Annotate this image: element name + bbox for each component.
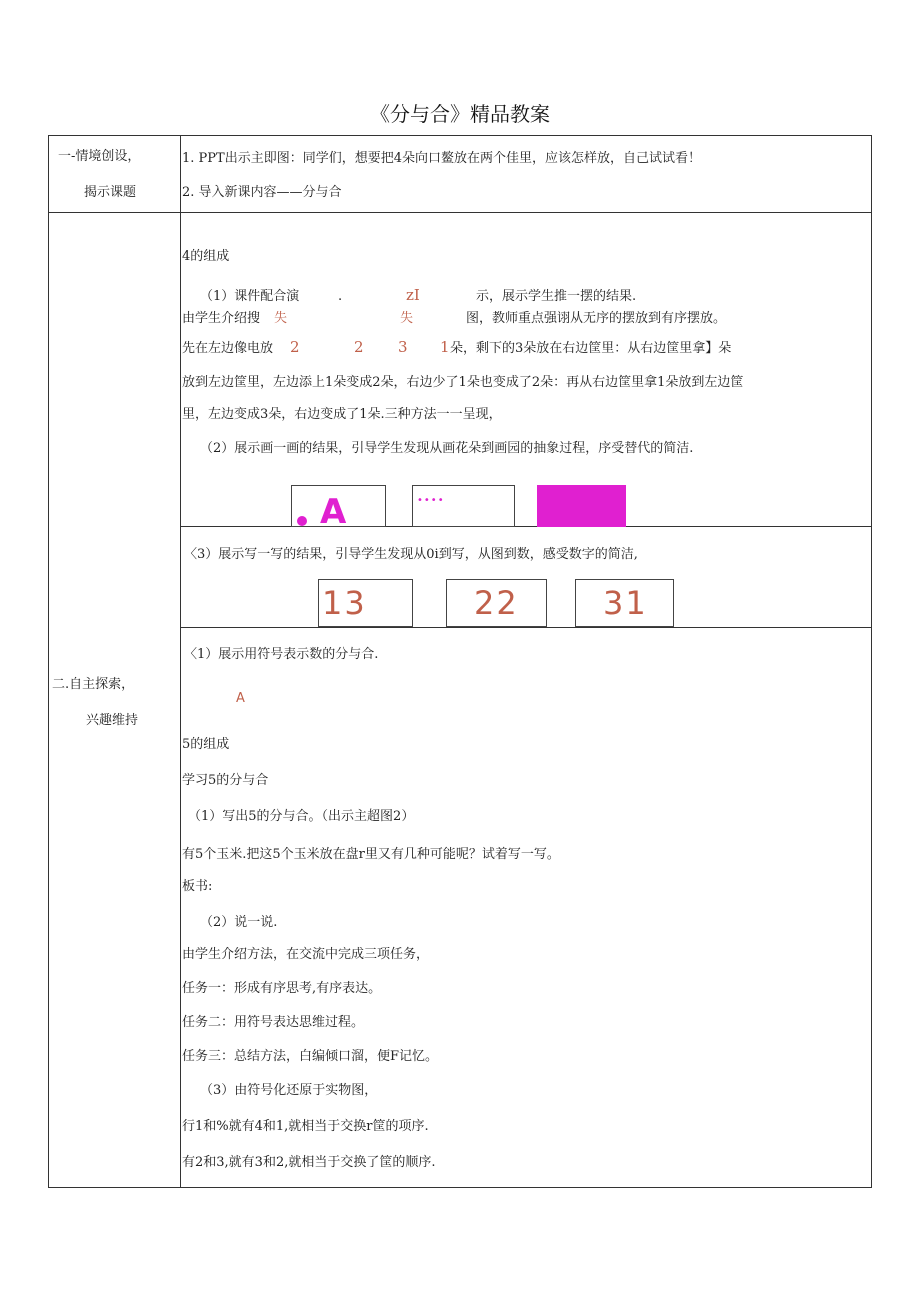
row2-p2-a: 由学生介绍搜 (182, 311, 261, 326)
row4-line-5: 有5个玉米.把这5个玉米放在盘r里又有几种可能呢？试着写一写。 (182, 847, 560, 862)
row4-line-10: 任务二：用符号表达思维过程。 (182, 1015, 365, 1030)
row2-p5: 里，左边变成3朵，右边变成了1朵.三种方法一一呈现， (182, 407, 502, 422)
table-border-bottom (48, 1187, 872, 1188)
row-divider-3 (180, 627, 872, 628)
row4-line-6: 板书: (182, 879, 213, 894)
row4-line-12: （3）由符号化还原于实物图， (200, 1083, 378, 1098)
figure-box-filled (537, 485, 626, 527)
table-border-left (48, 135, 49, 1188)
row2-p1-dot: . (338, 289, 343, 304)
row2-p2-b: 图，教师重点强诩从无序的摆放到有序摆放。 (466, 311, 727, 326)
row1-item1: 1. PPT出示主即图：同学们，想要把4朵向口鳌放在两个佳里，应该怎样放，自己试试看！ (182, 151, 701, 166)
section-heading-5: 5的组成 (182, 737, 230, 752)
number-box-2 (446, 579, 547, 627)
number-13: 13 (322, 584, 367, 622)
row2-p1-z: zI (406, 286, 420, 304)
page-title: 《分与合》精品教案 (370, 102, 550, 126)
row2-p4: 放到左边筐里，左边添上1朵变成2朵，右边少了1朵也变成了2朵：再从右边筐里拿1朵放到左边筐 (182, 375, 744, 390)
row2-p1-a: （1）课件配合演 (200, 289, 300, 304)
row4-line-1: A (236, 691, 245, 706)
row2-p3-b: 朵，剩下的3朵放在右边筐里：从右边筐里拿】朵 (450, 341, 732, 356)
row4-line-8: 由学生介绍方法，在交流中完成三项任务， (182, 947, 430, 962)
row2-p3-n3: 3 (398, 338, 408, 356)
number-31: 31 (603, 584, 648, 622)
row2-p3-n1: 2 (290, 338, 300, 356)
figure-box-flowers (291, 485, 386, 527)
row2-p3-a: 先在左边像电放 (182, 341, 274, 356)
number-box-3 (575, 579, 674, 627)
column-divider (180, 135, 181, 1188)
row4-line-3: 学习5的分与合 (182, 773, 269, 788)
row2-p3-n2: 2 (354, 338, 364, 356)
row1-item2: 2. 导入新课内容——分与合 (182, 185, 342, 200)
row2-p6: （2）展示画一画的结果，引导学生发现从画花朵到画园的抽象过程，序受替代的简洁. (200, 441, 694, 456)
row4-line-9: 任务一：形成有序思考,有序表达。 (182, 981, 382, 996)
row4-label-line2: 兴趣维持 (86, 713, 139, 728)
row-divider-2 (180, 526, 872, 527)
row4-line-14: 有2和3,就有3和2,就相当于交换了筐的顺序. (182, 1155, 436, 1170)
table-border-top (48, 135, 872, 136)
flower-dot-icon (297, 516, 307, 526)
figure-box-dots (412, 485, 515, 527)
row3-p1: 〈3）展示写一写的结果，引导学生发现从0i到写，从图到数，感受数字的简洁, (184, 547, 638, 562)
row4-line-13: 行1和%就有4和1,就相当于交换r筐的项序. (182, 1119, 429, 1134)
figure-dots: •••• (417, 495, 445, 506)
row4-line-11: 任务三：总结方法，白编倾口溜，便F记忆。 (182, 1049, 439, 1064)
row2-p3-n4: 1 (440, 338, 450, 356)
table-border-right (871, 135, 872, 1188)
number-box-1 (318, 579, 413, 627)
row1-label-line1: 一-情境创设， (58, 149, 141, 164)
row1-label-line2: 揭示课题 (84, 185, 137, 200)
row4-line-4: （1）写出5的分与合。（出示主超图2） (188, 809, 415, 824)
row-divider-1 (48, 212, 872, 213)
row4-line-0: 〈1）展示用符号表示数的分与合. (184, 647, 379, 662)
row2-p2-red1: 失 (274, 311, 288, 326)
row4-label-line1: 二.自主探索， (52, 677, 135, 692)
row2-p1-b: 示，展示学生推一摆的结果. (476, 289, 637, 304)
section-heading-4: 4的组成 (182, 249, 230, 264)
figure-letter-a: A (320, 492, 347, 527)
row2-p2-red2: 失 (400, 311, 414, 326)
row4-line-7: （2）说一说. (200, 915, 278, 930)
number-22: 22 (474, 584, 519, 622)
